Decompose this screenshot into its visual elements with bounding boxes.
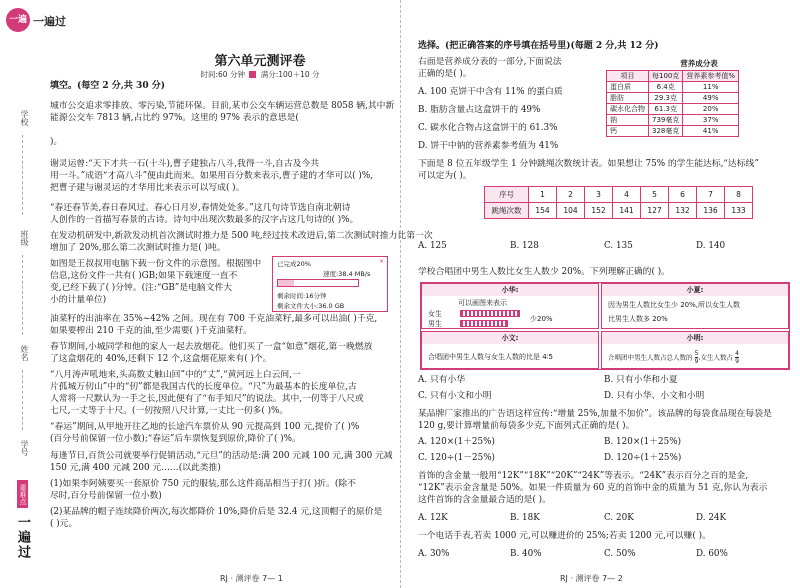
frac-den: 9 <box>694 358 699 365</box>
gold-line: 这件首饰的含金量最合适的是( )。 <box>418 495 551 505</box>
calc-option: D. 120÷(1＋25%) <box>604 453 682 463</box>
left-line-22: 七尺,一丈等于十尺。(一仞按照八尺计算,一丈比一仞多( )%。 <box>50 406 289 416</box>
speed-row <box>323 269 370 278</box>
xiaoxia-line1: 因为男生人数比女生少 20%,所以女生人数 <box>608 301 741 309</box>
right-line-7: 下面是 8 位五年级学生 1 分钟跳绳次数统计表。如果想让 75% 的学生能达标,“达标线” <box>418 159 759 169</box>
left-line-18: 了这盒烟花的 40%,还剩下 12 个,这盒烟花原来有( )个。 <box>50 354 272 364</box>
xiaoming-card <box>601 331 789 369</box>
table-row <box>607 82 739 93</box>
right-line-6: D. 饼干中钠的营养素参考值为 41% <box>418 141 559 151</box>
download-progress-box <box>272 256 388 312</box>
nutrition-cell: 钠 <box>607 115 649 126</box>
jump-cell: 5 <box>641 187 669 203</box>
gender-option: B. 只有小华和小夏 <box>604 375 678 385</box>
nutrition-cell: 脂肪 <box>607 93 649 104</box>
argument-grid <box>420 282 790 370</box>
download-progress-fill <box>278 280 294 286</box>
left-line-20: 片孤城万仞山”中的“仞”都是我国古代的长度单位。“尺”为最基本的长度单位,古 <box>50 382 357 392</box>
xiaoming-l1: 合唱团中男生人数占总人数的 <box>608 353 693 362</box>
left-line-5: 用一斗。”成语“才高八斗”便由此而来。如果用百分数来表示,曹子建的才华可以( )%, <box>50 171 374 181</box>
jump-cell: 4 <box>613 187 641 203</box>
phone-option: C. 50% <box>604 549 636 559</box>
phone-line: 一个电话手表,若卖 1000 元,可以赚进价的 25%;若卖 1200 元,可以赚( )。 <box>418 531 711 541</box>
score-icon <box>249 71 256 78</box>
left-line-17: 春节期间,小城同学和他的家人一起去放烟花。他们买了一盒“如意”烟花,第一晚燃放 <box>50 342 373 352</box>
xiaoxia-name: 小夏: <box>602 284 788 296</box>
right-line-1: 右面是营养成分表的一部分,下面说法 <box>418 57 562 67</box>
nutrition-cell: 钙 <box>607 126 649 137</box>
xiaohua-text: 可以画图来表示 <box>458 299 507 307</box>
gold-option: D. 24K <box>696 513 727 523</box>
gold-line: “12K”表示金含量是 50%。如果一件质量为 60 克的首饰中金的质量为 51 克,你认为表示 <box>418 483 768 493</box>
calc-option: B. 120×(1＋25%) <box>604 437 682 447</box>
xiaowen-text: 合唱团中男生人数与女生人数的比是 4∶5 <box>428 353 553 361</box>
right-line-2: 正确的是( )。 <box>418 69 472 79</box>
jump-cell: 127 <box>641 203 669 219</box>
calc-option: C. 120÷(1－25%) <box>418 453 495 463</box>
frac-num: 5 <box>694 350 699 357</box>
left-line-26: 150 元,满 400 元减 200 元……(以此类推) <box>50 463 221 473</box>
jump-cell: 跳绳次数 <box>485 203 529 219</box>
left-line-24: (百分号前保留一位小数);“春运”后车票恢复到原价,降价了( )%。 <box>50 434 301 444</box>
logo-text: 一遍过 <box>33 15 66 28</box>
xiaoming-l2: ,女生人数占 <box>698 353 733 362</box>
speed-label: 速度: <box>323 270 339 278</box>
xiaohua-name: 小华: <box>422 284 598 296</box>
xiaowen-card <box>421 331 599 369</box>
left-line-8: 人创作的一首描写春景的古诗。诗句中出现次数最多的汉字占这几句诗的( )%。 <box>50 215 359 225</box>
jump-cell: 2 <box>557 187 585 203</box>
boy-bar <box>460 320 508 327</box>
table-row <box>607 93 739 104</box>
jump-cell: 136 <box>697 203 725 219</box>
left-line-1: 城市公交追求零排放、零污染,节能环保。目前,某市公交车辆运营总数是 8058 辆,其中新 <box>50 101 395 111</box>
speed-value: 38.4 MB/s <box>338 270 371 278</box>
nutrition-cell: 739毫克 <box>649 115 683 126</box>
calc-line: 某品牌厂家推出的广告语这样宣传:“增量 25%,加量不加价”。该品牌的每袋食品现在每袋是 <box>418 409 772 419</box>
left-line-13: 变,已经下载了( )分钟。(注:“GB”是电脑文件大 <box>50 283 233 293</box>
table-row <box>485 187 753 203</box>
nutrition-cell: 11% <box>683 82 739 93</box>
nutrition-grid <box>606 70 739 137</box>
boy-label: 男生 <box>428 320 442 328</box>
jump-option: D. 140 <box>696 241 726 251</box>
left-line-0: 填空。(每空 2 分,共 30 分) <box>50 81 165 91</box>
jump-option: C. 135 <box>604 241 633 251</box>
jump-cell: 1 <box>529 187 557 203</box>
jump-cell: 141 <box>613 203 641 219</box>
nutrition-cell: 41% <box>683 126 739 137</box>
gold-option: B. 18K <box>510 513 540 523</box>
left-line-21: 人常将一尺默认为一手之长,因此便有了“布手知尺”的说法。其中,一仞等于八尺或 <box>50 394 364 404</box>
time-label: 时间:60 分钟 <box>200 70 245 79</box>
gold-option: A. 12K <box>418 513 448 523</box>
left-line-9: 在发动机研发中,新款发动机首次测试时推力是 500 吨,经过技术改进后,第二次测试时推力比第一次 <box>50 231 433 241</box>
gender-question: 学校合唱团中男生人数比女生人数少 20%。下列理解正确的( )。 <box>418 267 670 277</box>
phone-option: D. 60% <box>696 549 728 559</box>
footer-left: RJ · 测评卷 7— 1 <box>220 574 283 583</box>
logo-badge: 一遍过 <box>6 8 30 32</box>
frac2-den: 9 <box>735 358 739 365</box>
gender-option: C. 只有小文和小明 <box>418 391 492 401</box>
left-line-25: 每逢节日,百货公司就要举行促销活动,“元旦”的活动是:满 200 元减 100 元,满 300 元减 <box>50 451 393 461</box>
jump-cell: 7 <box>697 187 725 203</box>
jump-option: A. 125 <box>418 241 447 251</box>
nutrition-cell: 蛋白质 <box>607 82 649 93</box>
xiaoming-name: 小明: <box>602 332 788 344</box>
jump-cell: 3 <box>585 187 613 203</box>
completed-label: 已完成20% <box>277 260 311 268</box>
nutrition-header: 每100克 <box>649 71 683 82</box>
nutrition-cell: 20% <box>683 104 739 115</box>
right-line-5: C. 碳水化合物占这盒饼干的 61.3% <box>418 123 558 133</box>
left-line-28: 尽时,百分号前保留一位小数) <box>50 491 162 501</box>
fill-line <box>22 370 23 430</box>
exam-title: 第六单元测评卷 <box>214 54 306 69</box>
left-line-27: (1)如果李阿姨要买一套原价 750 元的服装,那么这件商品相当于打( )折。(除不 <box>50 479 356 489</box>
gender-option: D. 只有小华、小文和小明 <box>604 391 705 401</box>
left-line-4: 谢灵运曾:“天下才共一石(十斗),曹子建独占八斗,我得一斗,自古及今共 <box>50 159 320 169</box>
brand-logo <box>6 8 74 49</box>
remaining-size: 剩余文件大小:36.0 GB <box>277 302 345 310</box>
phone-option: A. 30% <box>418 549 450 559</box>
left-line-7: “春还春节美,春日春风过。春心日月岁,春情处处多。”这几句诗节选自南北朝诗 <box>50 203 351 213</box>
gender-option: A. 只有小华 <box>418 375 466 385</box>
nutrition-title: 营养成分表 <box>680 59 718 68</box>
fill-line <box>22 255 23 335</box>
jump-cell: 8 <box>725 187 753 203</box>
remaining-time: 剩余时间:16分钟 <box>277 292 327 300</box>
left-line-3: )。 <box>50 137 63 147</box>
close-icon: × <box>378 258 384 265</box>
download-progress-bar <box>277 279 359 287</box>
jump-cell: 序号 <box>485 187 529 203</box>
margin-label-class: 班级 <box>20 230 29 246</box>
side-tag: 重难点 <box>17 480 28 508</box>
right-line-8: 可以定为( )。 <box>418 171 472 181</box>
nutrition-cell: 49% <box>683 93 739 104</box>
left-line-16: 如果要榨出 210 千克的油,至少需要( )千克油菜籽。 <box>50 326 252 336</box>
left-line-23: “春运”期间,从甲地开往乙地的长途汽车票价从 90 元提高到 100 元,提价了( )% <box>50 422 360 432</box>
frac2-num: 4 <box>735 350 739 357</box>
fill-line <box>22 135 23 215</box>
girl-bar <box>460 310 520 317</box>
fraction-4-9 <box>735 350 739 365</box>
left-line-19: “八月涛声吼地来,头高数丈触山回”中的“丈”,“黄河远上白云间,一 <box>50 370 301 380</box>
nutrition-cell: 328毫克 <box>649 126 683 137</box>
jump-cell: 6 <box>669 187 697 203</box>
jump-cell: 154 <box>529 203 557 219</box>
left-line-6: 把曹子建与谢灵运的才华用比来表示可以写成( )。 <box>50 183 245 193</box>
left-line-2: 能源公交车 7813 辆,占比约 97%。这里的 97% 表示的意思是( <box>50 113 299 123</box>
side-brand: 一遍过 <box>15 515 30 560</box>
calc-option: A. 120×(1＋25%) <box>418 437 495 447</box>
table-row <box>607 104 739 115</box>
xiaohua-card <box>421 283 599 329</box>
girl-label: 女生 <box>428 310 442 318</box>
nutrition-cell: 61.3克 <box>649 104 683 115</box>
margin-label-name: 姓名 <box>20 345 29 361</box>
nutrition-header: 营养素参考值% <box>683 71 739 82</box>
table-row <box>607 115 739 126</box>
table-row <box>607 126 739 137</box>
xiaoming-text <box>608 350 739 365</box>
page-divider <box>400 0 401 588</box>
jump-cell: 152 <box>585 203 613 219</box>
left-line-15: 油菜籽的出油率在 35%~42% 之间。现在有 700 千克油菜籽,最多可以出油( )千克, <box>50 314 378 324</box>
right-line-4: B. 脂肪含量占这盒饼干的 49% <box>418 105 541 115</box>
exam-meta <box>150 69 370 80</box>
jump-cell: 133 <box>725 203 753 219</box>
phone-option: B. 40% <box>510 549 542 559</box>
footer-right: RJ · 测评卷 7— 2 <box>560 574 623 583</box>
right-line-0: 选择。(把正确答案的序号填在括号里)(每题 2 分,共 12 分) <box>418 41 659 51</box>
nutrition-header: 项目 <box>607 71 649 82</box>
jump-cell: 104 <box>557 203 585 219</box>
left-line-12: 信息,这份文件一共有( )GB;如果下载速度一直不 <box>50 271 238 281</box>
left-line-10: 增加了 20%,那么第二次测试时推力是( )吨。 <box>50 243 226 253</box>
right-line-3: A. 100 克饼干中含有 11% 的蛋白质 <box>418 87 563 97</box>
left-line-29: (2)某品牌的帽子连续降价两次,每次都降价 10%,降价后是 32.4 元,这顶帽子的原价是 <box>50 507 383 517</box>
nutrition-cell: 37% <box>683 115 739 126</box>
left-line-30: ( )元。 <box>50 519 78 529</box>
jump-cell: 132 <box>669 203 697 219</box>
nutrition-cell: 29.3克 <box>649 93 683 104</box>
nutrition-table <box>606 58 792 137</box>
score-label: 满分:100＋10 分 <box>260 70 320 79</box>
nutrition-cell: 6.4克 <box>649 82 683 93</box>
xiaoxia-line2: 比男生人数多 20% <box>608 315 668 323</box>
margin-label-number: 学号 <box>20 440 29 456</box>
calc-line: 120 g,要计算增量前每袋多少克,下面列式正确的是( )。 <box>418 421 635 431</box>
xiaoxia-card <box>601 283 789 329</box>
left-line-11: 如图是王叔叔用电脑下载一份文件的示意图。根据图中 <box>50 259 262 269</box>
table-row <box>485 203 753 219</box>
less-label: 少20% <box>530 315 553 323</box>
left-line-14: 小的计量单位) <box>50 295 107 305</box>
gold-option: C. 20K <box>604 513 634 523</box>
nutrition-cell: 碳水化合物 <box>607 104 649 115</box>
jump-option: B. 128 <box>510 241 539 251</box>
xiaowen-name: 小文: <box>422 332 598 344</box>
gold-line: 首饰的含金量一般用“12K”“18K”“20K”“24K”等表示。“24K”表示百分之百的是金, <box>418 471 749 481</box>
margin-label-school: 学校 <box>20 110 29 126</box>
jump-rope-table <box>484 186 753 219</box>
